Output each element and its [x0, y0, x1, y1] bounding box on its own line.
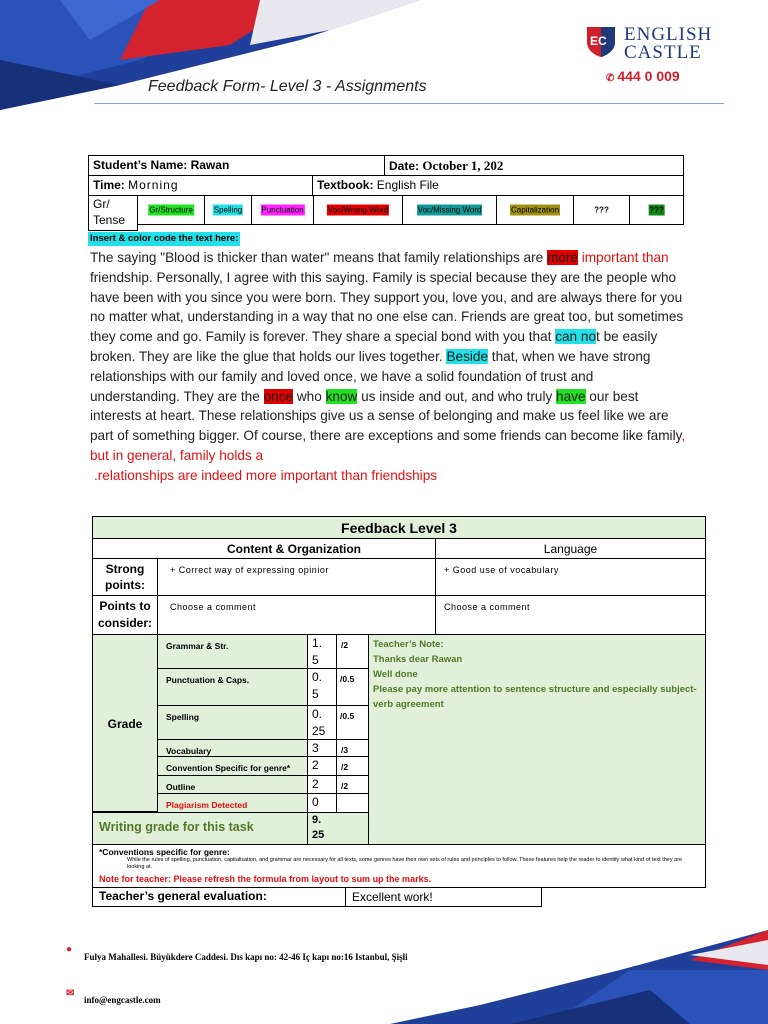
points-to-consider-language[interactable]: Choose a comment: [435, 595, 706, 635]
highlight-structure: know: [325, 388, 358, 404]
color-code-cell: [313, 195, 403, 225]
highlight-wrong-word: once: [263, 388, 294, 404]
grade-row: Convention Specific for genre*: [157, 756, 308, 776]
highlight-spelling: can no: [555, 329, 597, 345]
grade-max: /2: [336, 634, 369, 669]
points-to-consider-label-cell: Points to consider:: [92, 595, 158, 635]
highlight-structure: have: [556, 388, 586, 404]
grade-score[interactable]: 3: [307, 739, 337, 757]
teacher-note-line: Thanks dear Rawan: [373, 654, 463, 665]
grade-row: Punctuation & Caps.: [157, 668, 308, 706]
textbook-cell: [312, 175, 684, 196]
grade-max: [336, 793, 369, 813]
grade-max: /0.5: [336, 705, 369, 740]
strong-points-language[interactable]: + Good use of vocabulary: [435, 558, 706, 596]
grade-row: Vocabulary: [157, 739, 308, 757]
textbook-value[interactable]: English File: [376, 178, 439, 192]
color-code-label: Voc/Wrong Word: [327, 205, 389, 215]
general-eval-value[interactable]: Excellent work!: [345, 887, 542, 907]
general-eval-label-cell: Teacher’s general evaluation:: [92, 887, 346, 907]
castle-shield-icon: [584, 24, 618, 58]
grade-max: /2: [336, 756, 369, 776]
footer-email[interactable]: ✉ info@engcastle.com: [66, 988, 161, 1005]
phone-icon: ✆: [606, 73, 615, 84]
strong-points-content[interactable]: + Correct way of expressing opinior: [157, 558, 436, 596]
title-underline: [94, 103, 724, 104]
teacher-note-line: Please pay more attention to sentence structure and especially subject-verb agreement: [373, 684, 697, 710]
color-code-label: Capitalization: [510, 205, 560, 215]
student-name-value[interactable]: Rawan: [190, 158, 230, 172]
time-value[interactable]: Morning: [128, 178, 179, 192]
grade-row: Spelling: [157, 705, 308, 740]
highlight-spelling: Beside: [446, 348, 489, 364]
grade-row: Grammar & Str.: [157, 634, 308, 669]
color-code-label: ???: [594, 205, 609, 215]
color-code-cell: [137, 195, 205, 225]
time-cell: [88, 175, 313, 196]
feedback-title-cell: [92, 516, 706, 539]
color-code-label: Gr/Structure: [149, 205, 193, 215]
teacher-note-line: Well done: [373, 669, 418, 680]
grade-score[interactable]: 0: [307, 793, 337, 813]
grade-row: Outline: [157, 775, 308, 794]
teacher-refresh-note: Note for teacher: Please refresh the formula from layout to sum up the marks.: [99, 874, 432, 884]
color-code-label: Voc/Missing Word: [417, 205, 482, 215]
mail-icon: ✉: [66, 988, 75, 999]
grade-max: /0.5: [336, 668, 369, 706]
svg-text:EC: EC: [590, 34, 607, 48]
highlight-wrong-word: more: [546, 250, 578, 265]
insert-note: Insert & color code the text here:: [90, 233, 239, 244]
color-code-cell: [251, 195, 314, 225]
teacher-note-cell: [368, 634, 706, 845]
grade-score[interactable]: 2: [307, 775, 337, 794]
grade-score[interactable]: 0. 5: [307, 668, 337, 706]
color-code-cell: [629, 195, 684, 225]
content-header: Content & Organization: [92, 538, 436, 559]
grade-score[interactable]: 0. 25: [307, 705, 337, 740]
language-header: Language: [435, 538, 706, 559]
location-pin-icon: ●: [66, 944, 73, 955]
phone-number: ✆ 444 0 009: [606, 68, 680, 84]
logo-line-2: CASTLE: [624, 42, 702, 63]
grade-max: /3: [336, 739, 369, 757]
textbook-label: Textbook:: [317, 178, 374, 192]
points-to-consider-content[interactable]: Choose a comment: [157, 595, 436, 635]
student-name-label: Student’s Name:: [93, 158, 188, 172]
date-label: Date:: [389, 159, 420, 173]
color-code-label: Punctuation: [261, 205, 304, 215]
color-code-label: Spelling: [213, 205, 243, 215]
logo-line-1: ENGLISH: [624, 24, 713, 45]
header-decoration: [0, 0, 420, 120]
footer-address: ● Fulya Mahallesi. Büyükdere Caddesi. Dıs kapı no: 42-46 Iç kapı no:16 Istanbul, Şişli: [66, 944, 408, 962]
color-code-cell: [402, 195, 497, 225]
writing-grade-value[interactable]: 9. 25: [307, 812, 369, 845]
date-value[interactable]: October 1, 202: [422, 158, 504, 173]
form-title: Feedback Form- Level 3 - Assignments: [148, 78, 427, 95]
grade-score[interactable]: 2: [307, 756, 337, 776]
student-name-cell: [88, 155, 385, 176]
conventions-cell: [92, 844, 706, 888]
grade-max: /2: [336, 775, 369, 794]
essay-text[interactable]: The saying "Blood is thicker than water" means that family relationships are more important than friendship. Personally, I agree with this saying. Family is special because they are the people who have been with you since you were born. They support you, love you, and are always there for you no matter what, understanding in a way that no one else can. Friends are great too, but sometimes they come and go. Family is forever. They share a special bond with you that can not be easily broken. They are like the glue that holds our lives together. Beside that, when we have strong relationships with our family and loved once, we have a solid foundation of trust and understanding. They are the once who know us inside and out, and who truly have our best interests at heart. These relationships give us a sense of belonging and make us feel like we are part of something bigger. Of course, there are exceptions and some friends can become like family, but in general, family holds a .relationships are indeed more important than friendships: [90, 250, 686, 483]
gr-label: Gr/: [93, 197, 110, 211]
time-label: Time:: [93, 178, 125, 192]
conventions-text: While the rules of spelling, punctuation, capitalisation, and grammar are necessary for all texts, some genres have their own sets of rules and principles to follow. These features help the reader to identify what kind of text they are looking at.: [127, 857, 683, 870]
color-code-cell: [573, 195, 630, 225]
grade-label-cell: Grade: [92, 634, 158, 812]
date-cell: [384, 155, 684, 176]
color-code-cell: [496, 195, 574, 225]
color-code-label: ???: [649, 205, 664, 215]
footer-decoration: [390, 930, 768, 1024]
tense-label: Tense: [93, 213, 126, 227]
teacher-note-title: Teacher’s Note:: [373, 639, 444, 650]
strong-points-label-cell: Strong points:: [92, 558, 158, 596]
writing-grade-label-cell: Writing grade for this task: [92, 812, 308, 845]
grade-score[interactable]: 1. 5: [307, 634, 337, 669]
conventions-title: *Conventions specific for genre:: [99, 847, 230, 857]
feedback-title: Feedback Level 3: [341, 520, 457, 536]
grade-row: Plagiarism Detected: [157, 793, 308, 813]
color-code-cell: [204, 195, 252, 225]
gr-tense-cell: [88, 195, 138, 231]
